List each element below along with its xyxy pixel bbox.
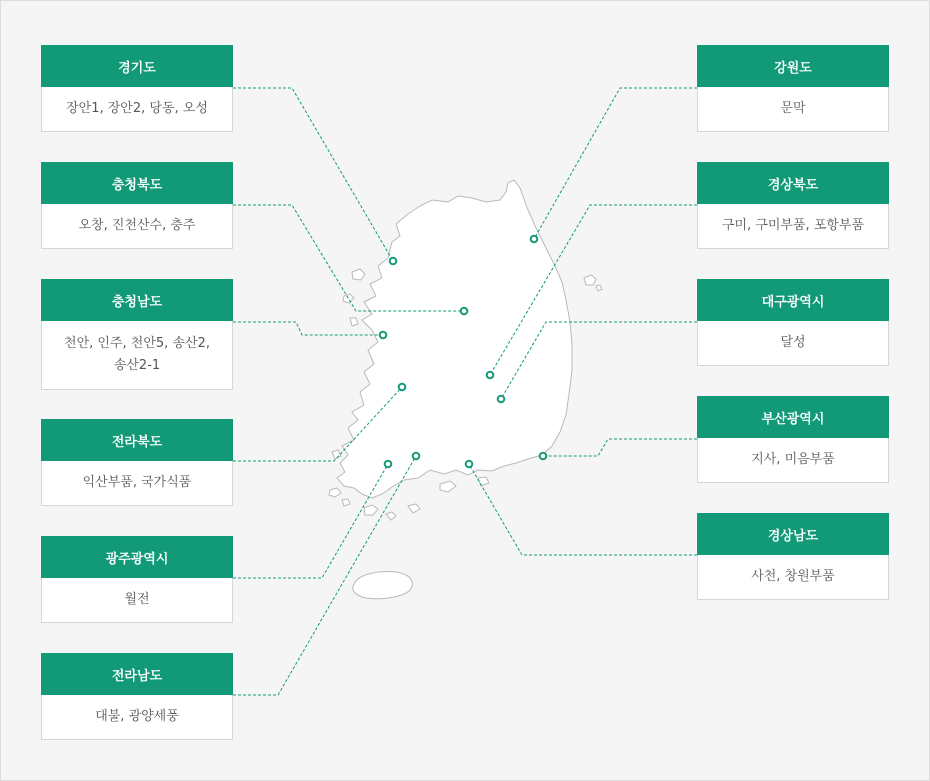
region-sites: 장안1, 장안2, 당동, 오성 xyxy=(66,101,208,116)
south-island-1 xyxy=(364,505,378,515)
leader-line-gyeongnam xyxy=(469,464,697,555)
marker-chungbuk[interactable] xyxy=(461,308,468,315)
region-sites: 익산부품, 국가식품 xyxy=(82,475,192,490)
region-sites: 대불, 광양세풍 xyxy=(95,709,179,724)
region-card-gyeonggi xyxy=(41,45,233,132)
region-sites: 달성 xyxy=(780,335,806,350)
region-card-jeonnam xyxy=(41,653,233,740)
region-sites: 구미, 구미부품, 포항부품 xyxy=(721,218,865,233)
region-title: 경기도 xyxy=(41,45,233,87)
jeju-island-shape xyxy=(353,572,413,599)
region-title: 전라남도 xyxy=(41,653,233,695)
region-card-gwangju xyxy=(41,536,233,623)
south-island-2 xyxy=(386,512,396,520)
marker-gyeongbuk[interactable] xyxy=(487,372,494,379)
region-title: 충청북도 xyxy=(41,162,233,204)
region-sites: 월전 xyxy=(124,592,150,607)
leader-line-busan xyxy=(543,439,697,456)
marker-jeonbuk[interactable] xyxy=(399,384,406,391)
region-title: 강원도 xyxy=(697,45,889,87)
region-card-jeonbuk xyxy=(41,419,233,506)
region-title: 충청남도 xyxy=(41,279,233,321)
ulleungdo-shape xyxy=(584,275,596,285)
marker-gyeonggi[interactable] xyxy=(390,258,397,265)
region-title: 전라북도 xyxy=(41,419,233,461)
korea-mainland-shape xyxy=(337,180,572,498)
marker-chungnam[interactable] xyxy=(380,332,387,339)
region-sites: 사천, 창원부품 xyxy=(751,569,835,584)
marker-gyeongnam[interactable] xyxy=(466,461,473,468)
west-island-1 xyxy=(352,269,365,280)
south-island-3 xyxy=(408,504,420,513)
south-island-4 xyxy=(440,481,456,492)
region-sites: 천안, 인주, 천안5, 송산2, 송산2-1 xyxy=(64,336,210,373)
west-island-6 xyxy=(342,499,350,506)
dokdo-shape xyxy=(596,285,602,291)
leader-line-chungnam xyxy=(233,322,383,335)
marker-busan[interactable] xyxy=(540,453,547,460)
region-title: 대구광역시 xyxy=(697,279,889,321)
west-island-3 xyxy=(350,318,358,326)
region-sites: 오창, 진천산수, 충주 xyxy=(78,218,196,233)
region-sites: 문막 xyxy=(780,101,806,116)
leader-line-gyeonggi xyxy=(233,88,393,261)
marker-gwangju[interactable] xyxy=(385,461,392,468)
west-island-2 xyxy=(343,294,354,303)
marker-daegu[interactable] xyxy=(498,396,505,403)
region-title: 경상북도 xyxy=(697,162,889,204)
west-island-5 xyxy=(329,488,341,497)
region-title: 경상남도 xyxy=(697,513,889,555)
region-card-gangwon xyxy=(697,45,889,132)
region-card-gyeongnam xyxy=(697,513,889,600)
region-card-gyeongbuk xyxy=(697,162,889,249)
region-sites: 지사, 미음부품 xyxy=(751,452,835,467)
south-island-5 xyxy=(478,477,489,486)
region-card-chungnam xyxy=(41,279,233,390)
region-title: 광주광역시 xyxy=(41,536,233,578)
marker-jeonnam[interactable] xyxy=(413,453,420,460)
region-card-busan xyxy=(697,396,889,483)
region-card-daegu xyxy=(697,279,889,366)
marker-gangwon[interactable] xyxy=(531,236,538,243)
region-title: 부산광역시 xyxy=(697,396,889,438)
region-card-chungbuk xyxy=(41,162,233,249)
leader-line-gangwon xyxy=(534,88,697,239)
